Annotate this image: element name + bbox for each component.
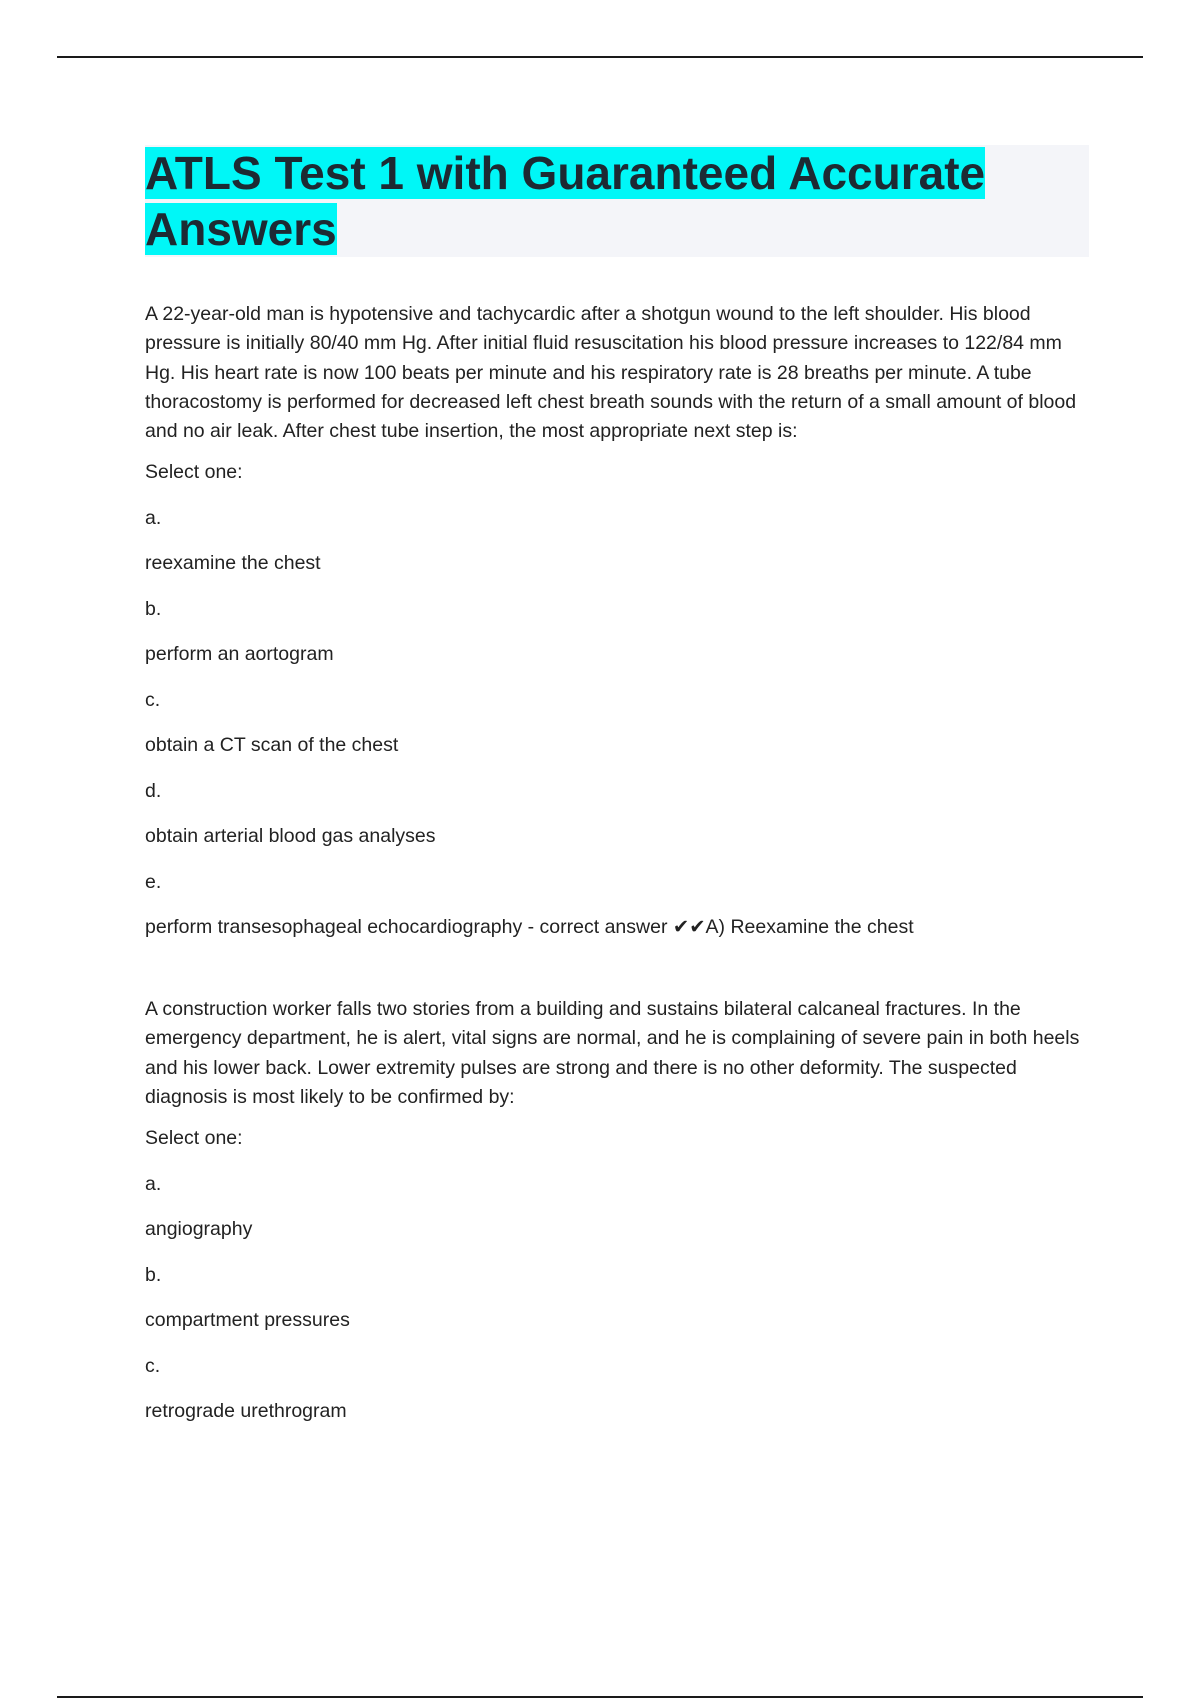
option-text: retrograde urethrogram xyxy=(145,1400,347,1423)
document-title-text: ATLS Test 1 with Guaranteed Accurate Answers xyxy=(145,147,986,255)
document-body xyxy=(145,300,1085,1435)
question-text: A construction worker falls two stories from a building and sustains bilateral calcaneal fractures. In the emergency department, he is alert, vital signs are normal, and he is complaining of severe pain in both heels and his lower back. Lower extremity pulses are strong and there is no other deformity. The suspected diagnosis is most likely to be confirmed by: xyxy=(145,997,1080,1108)
option-letter: e. xyxy=(145,870,162,893)
document-title xyxy=(145,145,1089,257)
option-text: obtain a CT scan of the chest xyxy=(145,734,399,757)
question-spacer xyxy=(145,951,1085,995)
question-text: A 22-year-old man is hypotensive and tachycardic after a shotgun wound to the left shoulder. His blood pressure is initially 80/40 mm Hg. After initial fluid resuscitation his blood pressure increases to 122/84 mm Hg. His heart rate is now 100 beats per minute and his respiratory rate is 28 breaths per minute. A tube thoracostomy is performed for decreased left chest breath sounds with the return of a small amount of blood and no air leak. After chest tube insertion, the most appropriate next step is: xyxy=(145,303,1077,443)
option-text: compartment pressures xyxy=(145,1309,350,1332)
option-text: obtain arterial blood gas analyses xyxy=(145,825,436,848)
option-letter: c. xyxy=(145,688,161,711)
option-letter: c. xyxy=(145,1354,161,1377)
question-1 xyxy=(145,300,1085,951)
option-text: perform an aortogram xyxy=(145,643,334,666)
option-letter: b. xyxy=(145,1263,162,1286)
question-2 xyxy=(145,995,1085,1435)
option-text: reexamine the chest xyxy=(145,552,321,575)
option-text: angiography xyxy=(145,1218,253,1241)
footer-rule xyxy=(57,1696,1143,1698)
option-letter: a. xyxy=(145,506,162,529)
option-letter: a. xyxy=(145,1172,162,1195)
option-text-with-answer: perform transesophageal echocardiography - correct answer ✔✔A) Reexamine the chest xyxy=(145,916,914,939)
select-prompt: Select one: xyxy=(145,1127,243,1150)
header-rule xyxy=(57,56,1143,58)
option-letter: d. xyxy=(145,779,162,802)
option-letter: b. xyxy=(145,597,162,620)
select-prompt: Select one: xyxy=(145,461,243,484)
title-block xyxy=(145,145,1089,257)
